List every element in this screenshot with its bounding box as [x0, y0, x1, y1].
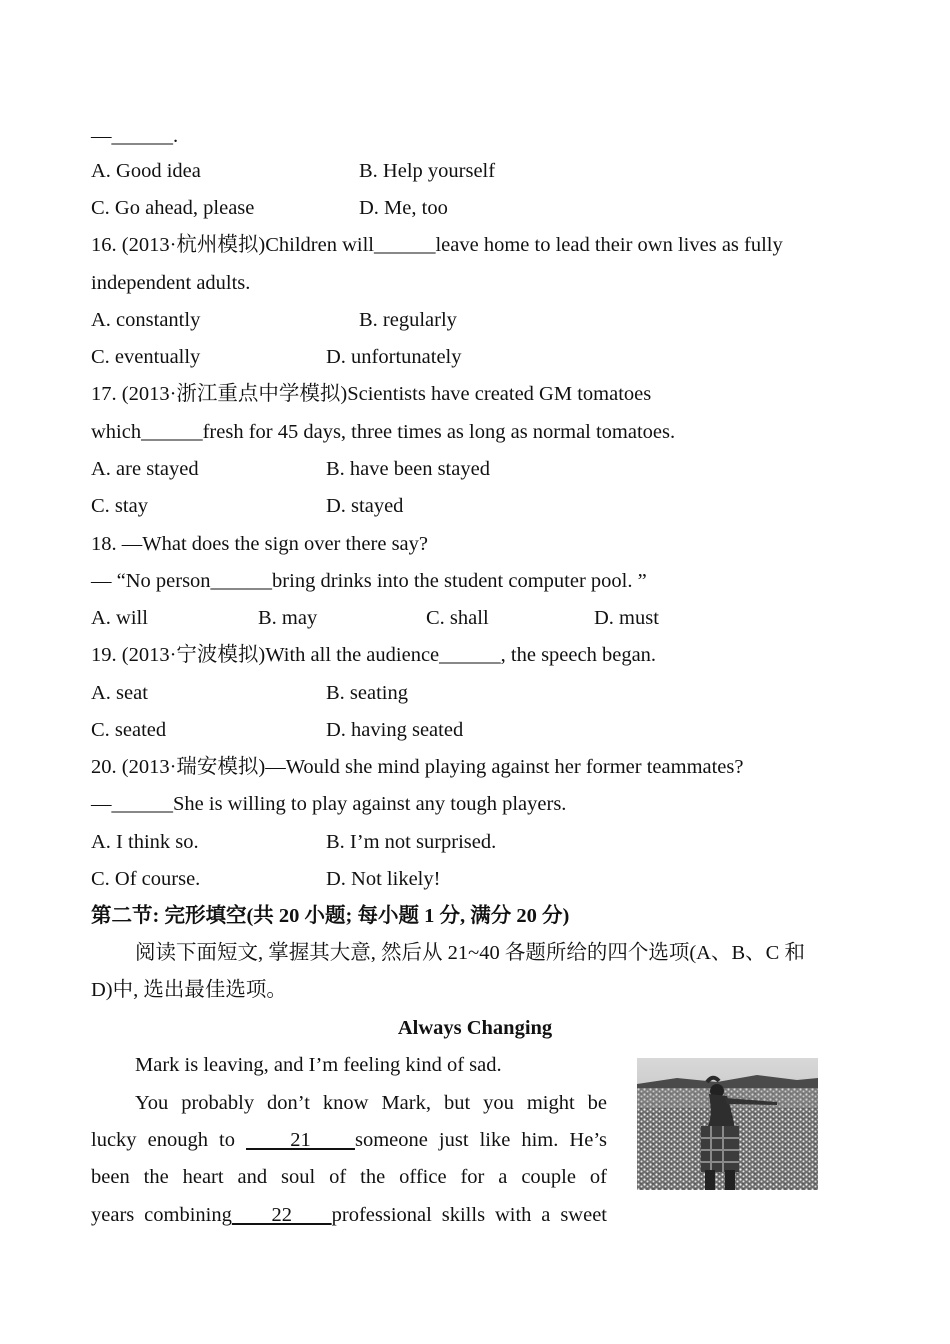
q15-option-a: A. Good idea: [91, 160, 201, 182]
passage-title: Always Changing: [397, 1017, 553, 1039]
blank-22: 22: [231, 1204, 332, 1226]
q17-option-c: C. stay: [91, 495, 148, 517]
q18-option-c: C. shall: [426, 607, 489, 629]
q19-stem-line1: 19. (2013·宁波模拟)With all the audience______, the speech began.: [91, 644, 657, 666]
q16-option-c: C. eventually: [91, 346, 201, 368]
q18-option-d: D. must: [594, 607, 659, 629]
q19-option-b: B. seating: [326, 682, 408, 704]
q18-stem-line2: — “No person______bring drinks into the student computer pool. ”: [91, 570, 647, 592]
blank-21: 21: [246, 1129, 355, 1151]
passage-p2-line4-post: professional skills with a sweet: [331, 1204, 607, 1226]
q17-option-a: A. are stayed: [91, 458, 199, 480]
q18-option-a: A. will: [91, 607, 148, 629]
q20-stem-line2: —______She is willing to play against any tough players.: [91, 793, 567, 815]
q16-stem-line1: 16. (2013·杭州模拟)Children will______leave home to lead their own lives as fully: [91, 234, 783, 256]
passage-p2-line2-post: someone just like him. He’s: [354, 1129, 608, 1151]
q17-option-b: B. have been stayed: [326, 458, 490, 480]
passage-p2-line2-pre: lucky enough to: [91, 1129, 235, 1151]
q20-option-d: D. Not likely!: [326, 868, 441, 890]
passage-p2-line4-pre: years combining: [91, 1204, 232, 1226]
q15-option-b: B. Help yourself: [359, 160, 496, 182]
q19-option-c: C. seated: [91, 719, 167, 741]
q15-stem-tail: —______.: [91, 125, 179, 147]
section2-instruction-line2: D)中, 选出最佳选项。: [91, 979, 287, 1001]
passage-p2-line2: [91, 1128, 607, 1152]
q17-option-d: D. stayed: [326, 495, 404, 517]
q16-option-a: A. constantly: [91, 309, 201, 331]
q20-stem-line1: 20. (2013·瑞安模拟)—Would she mind playing against her former teammates?: [91, 756, 744, 778]
girl-in-flower-field-photo: [637, 1058, 818, 1190]
q18-option-b: B. may: [258, 607, 318, 629]
q16-option-d: D. unfortunately: [326, 346, 462, 368]
passage-p2-line3: been the heart and soul of the office for a couple of: [91, 1166, 607, 1188]
section2-instruction-line1: 阅读下面短文, 掌握其大意, 然后从 21~40 各题所给的四个选项(A、B、C 和: [135, 942, 805, 964]
q20-option-b: B. I’m not surprised.: [326, 831, 497, 853]
q16-stem-line2: independent adults.: [91, 272, 251, 294]
q19-option-a: A. seat: [91, 682, 148, 704]
passage-p2-line1: You probably don’t know Mark, but you might be: [135, 1092, 607, 1114]
passage-p2-line4: [91, 1203, 607, 1227]
q15-option-c: C. Go ahead, please: [91, 197, 255, 219]
q19-option-d: D. having seated: [326, 719, 464, 741]
q18-stem-line1: 18. —What does the sign over there say?: [91, 533, 429, 555]
q16-option-b: B. regularly: [359, 309, 457, 331]
q20-option-c: C. Of course.: [91, 868, 201, 890]
q17-stem-line1: 17. (2013·浙江重点中学模拟)Scientists have created GM tomatoes: [91, 383, 652, 405]
q17-stem-line2: which______fresh for 45 days, three times as long as normal tomatoes.: [91, 421, 676, 443]
section2-heading: 第二节: 完形填空(共 20 小题; 每小题 1 分, 满分 20 分): [91, 905, 570, 927]
q20-option-a: A. I think so.: [91, 831, 199, 853]
passage-paragraph1: Mark is leaving, and I’m feeling kind of sad.: [135, 1054, 502, 1076]
q15-option-d: D. Me, too: [359, 197, 448, 219]
